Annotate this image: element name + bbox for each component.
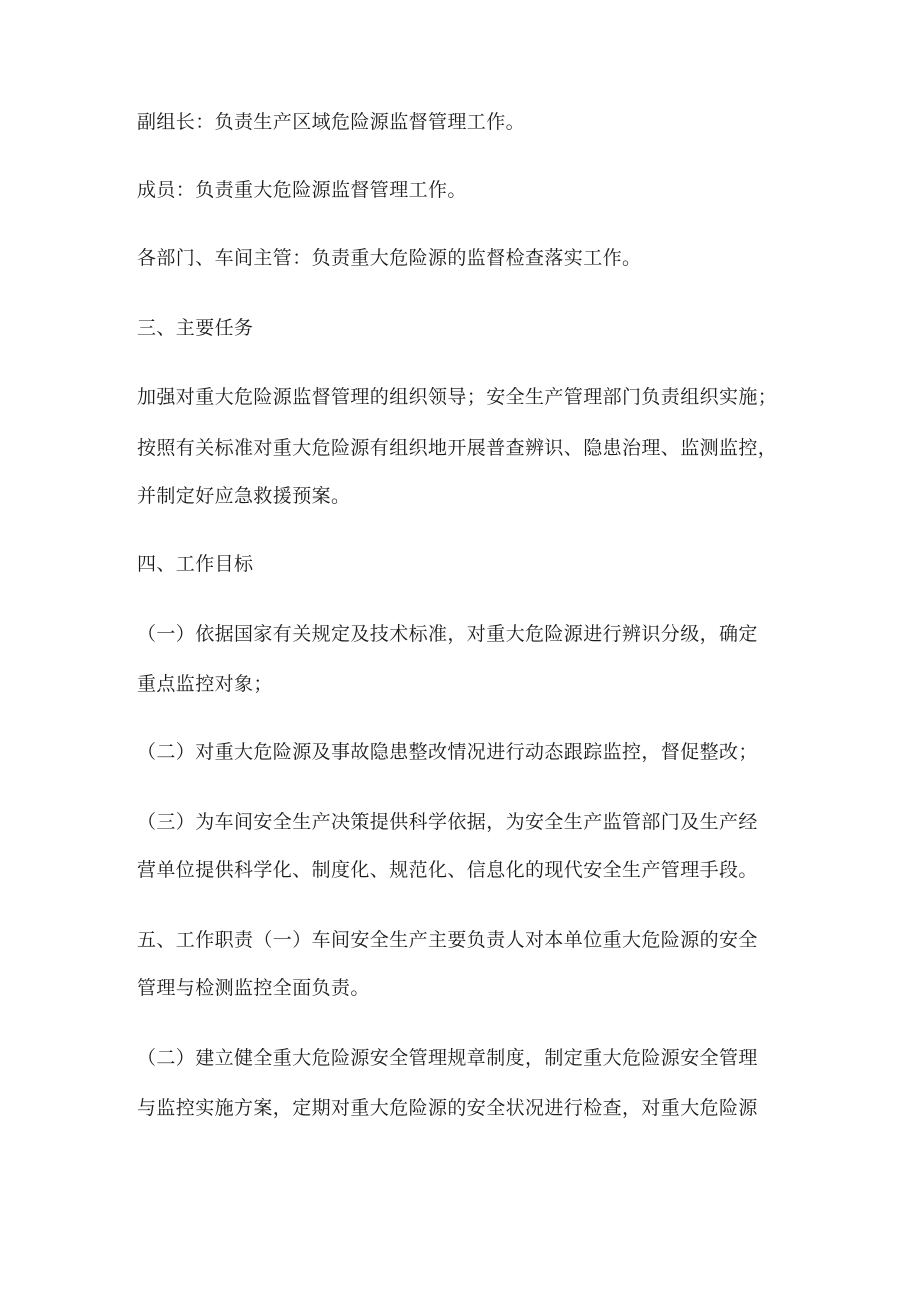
heading-main-tasks: 三、主要任务 (137, 317, 254, 339)
paragraph-members: 成员：负责重大危险源监督管理工作。 (137, 179, 467, 201)
goal-item-1-line-2: 重点监控对象； (137, 673, 273, 695)
goal-item-3-line-1: （三）为车间安全生产决策提供科学依据，为安全生产监管部门及生产经 (137, 811, 758, 833)
paragraph-department-heads: 各部门、车间主管：负责重大危险源的监督检查落实工作。 (137, 247, 642, 269)
goal-item-3-line-2: 营单位提供科学化、制度化、规范化、信息化的现代安全生产管理手段。 (137, 859, 758, 881)
paragraph-duties-line-1: 五、工作职责（一）车间安全生产主要负责人对本单位重大危险源的安全 (137, 929, 758, 951)
paragraph-deputy-leader: 副组长：负责生产区域危险源监督管理工作。 (137, 111, 526, 133)
paragraph-main-tasks-line-3: 并制定好应急救援预案。 (137, 485, 351, 507)
paragraph-duties-line-2: 管理与检测监控全面负责。 (137, 977, 370, 999)
paragraph-main-tasks-line-1: 加强对重大危险源监督管理的组织领导；安全生产管理部门负责组织实施； (137, 386, 778, 408)
goal-item-1-line-1: （一）依据国家有关规定及技术标准，对重大危险源进行辨识分级，确定 (137, 623, 758, 645)
paragraph-main-tasks-line-2: 按照有关标准对重大危险源有组织地开展普查辨识、隐患治理、监测监控， (137, 437, 778, 459)
goal-item-2: （二）对重大危险源及事故隐患整改情况进行动态跟踪监控，督促整改； (137, 741, 758, 763)
duty-item-2-line-1: （二）建立健全重大危险源安全管理规章制度，制定重大危险源安全管理 (137, 1047, 758, 1069)
duty-item-2-line-2: 与监控实施方案，定期对重大危险源的安全状况进行检查，对重大危险源 (137, 1097, 758, 1119)
heading-work-goals: 四、工作目标 (137, 553, 254, 575)
